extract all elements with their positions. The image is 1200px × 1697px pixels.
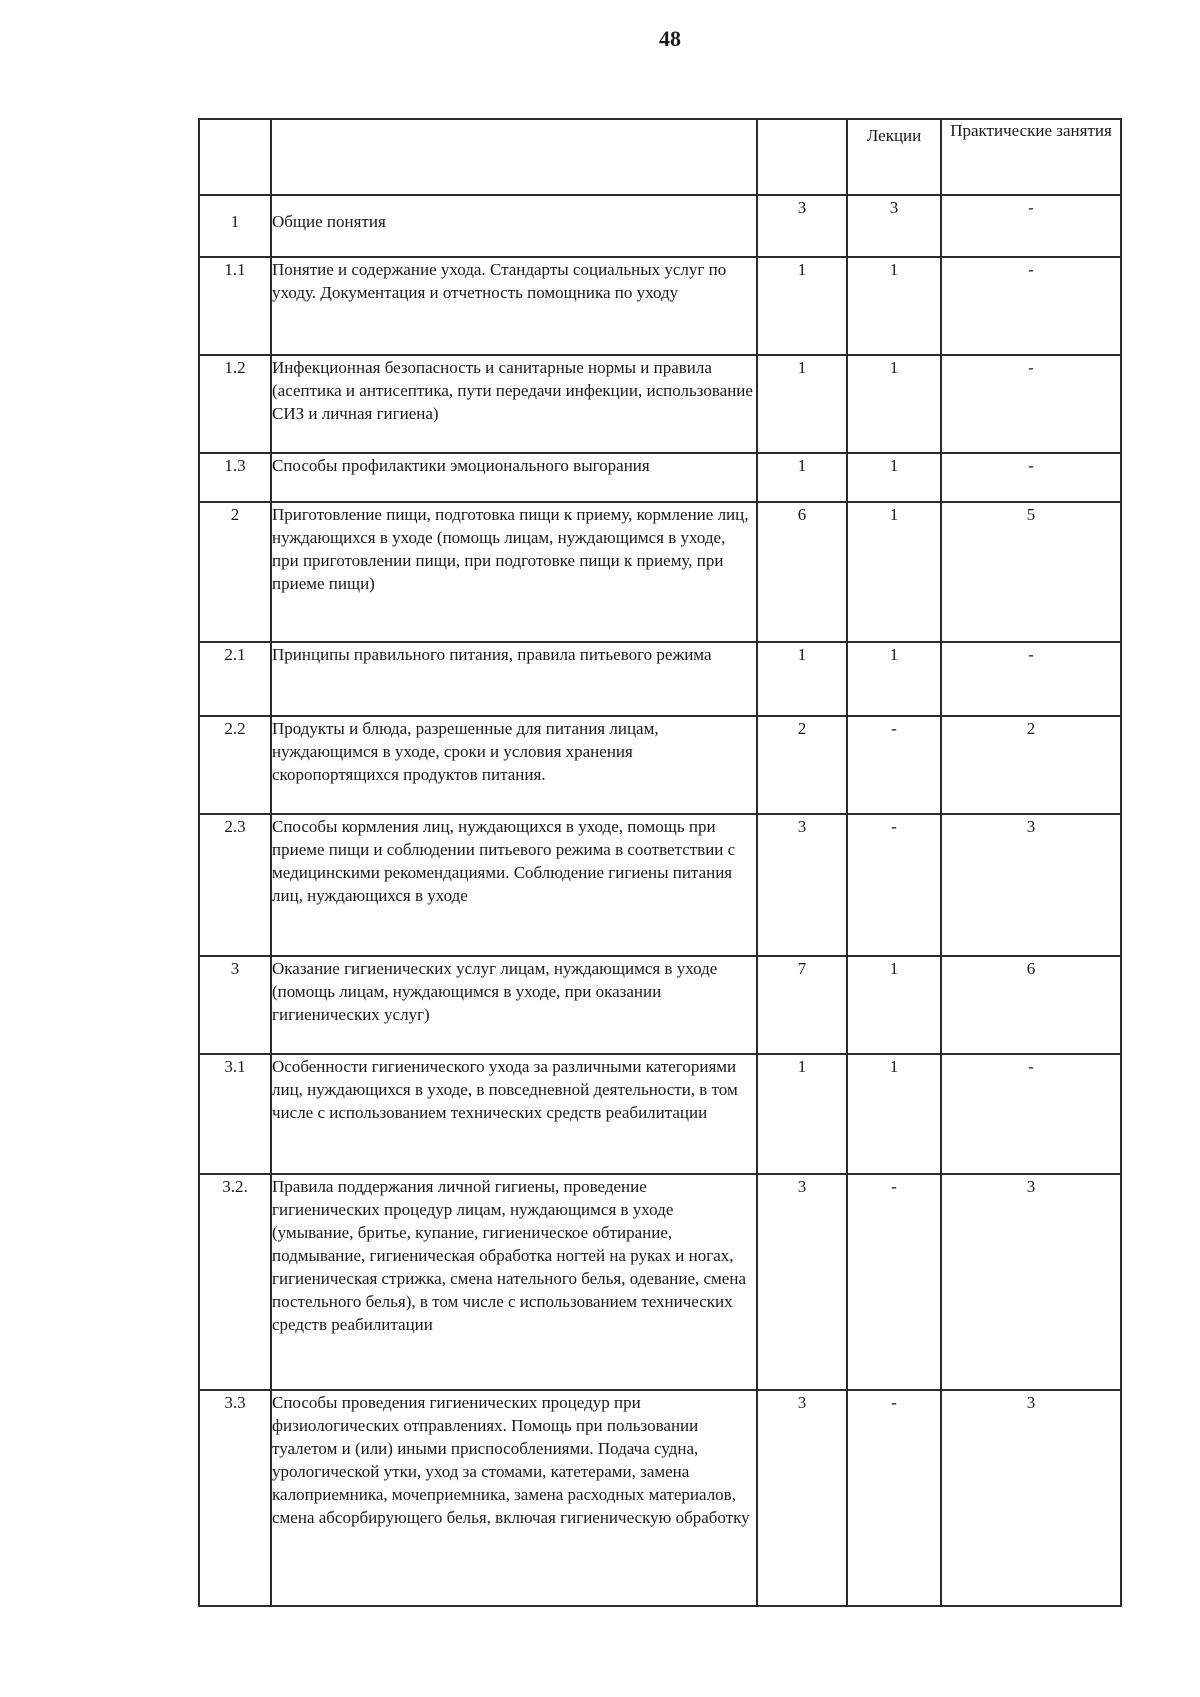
- row-practice-hours-cell: -: [941, 453, 1121, 502]
- row-total-hours-cell: 1: [757, 355, 847, 453]
- row-number-cell: 2: [199, 502, 271, 642]
- table-row: [199, 716, 1121, 814]
- row-number-cell: 2.3: [199, 814, 271, 956]
- row-number-cell: 1.2: [199, 355, 271, 453]
- header-practice-cell: Практические занятия: [941, 119, 1121, 195]
- table-row: [199, 453, 1121, 502]
- row-title-cell: Способы кормления лиц, нуждающихся в уходе, помощь при приеме пищи и соблюдении питьевого режима в соответствии с медицинскими рекомендациями. Соблюдение гигиены питания лиц, нуждающихся в уходе: [271, 814, 757, 956]
- row-practice-hours-cell: -: [941, 1054, 1121, 1174]
- row-practice-hours-cell: 6: [941, 956, 1121, 1054]
- row-number-cell: 3.3: [199, 1390, 271, 1606]
- row-title-cell: Оказание гигиенических услуг лицам, нуждающимся в уходе (помощь лицам, нуждающимся в уходе, при оказании гигиенических услуг): [271, 956, 757, 1054]
- row-title-cell: Особенности гигиенического ухода за различными категориями лиц, нуждающихся в уходе, в повседневной деятельности, в том числе с использованием технических средств реабилитации: [271, 1054, 757, 1174]
- table-row: [199, 195, 1121, 257]
- curriculum-table: [198, 118, 1122, 1607]
- row-lectures-hours-cell: -: [847, 814, 941, 956]
- header-title-cell: [271, 119, 757, 195]
- row-number-cell: 3.1: [199, 1054, 271, 1174]
- row-practice-hours-cell: 2: [941, 716, 1121, 814]
- table-row: [199, 642, 1121, 716]
- row-title-cell: Приготовление пищи, подготовка пищи к приему, кормление лиц, нуждающихся в уходе (помощь лицам, нуждающимся в уходе, при приготовлении пищи, при подготовке пищи к приему, при приеме пищи): [271, 502, 757, 642]
- row-title-cell: Понятие и содержание ухода. Стандарты социальных услуг по уходу. Документация и отчетность помощника по уходу: [271, 257, 757, 355]
- row-number-cell: 1.3: [199, 453, 271, 502]
- row-practice-hours-cell: 5: [941, 502, 1121, 642]
- table-row: [199, 257, 1121, 355]
- row-lectures-hours-cell: 1: [847, 355, 941, 453]
- row-practice-hours-cell: -: [941, 642, 1121, 716]
- row-number-cell: 1: [199, 195, 271, 257]
- header-total-cell: [757, 119, 847, 195]
- row-total-hours-cell: 3: [757, 1390, 847, 1606]
- row-lectures-hours-cell: -: [847, 1174, 941, 1390]
- row-total-hours-cell: 7: [757, 956, 847, 1054]
- row-total-hours-cell: 1: [757, 1054, 847, 1174]
- table-row: [199, 355, 1121, 453]
- table-row: [199, 956, 1121, 1054]
- row-lectures-hours-cell: -: [847, 1390, 941, 1606]
- row-practice-hours-cell: -: [941, 355, 1121, 453]
- row-lectures-hours-cell: 1: [847, 1054, 941, 1174]
- row-total-hours-cell: 2: [757, 716, 847, 814]
- row-title-cell: Способы профилактики эмоционального выгорания: [271, 453, 757, 502]
- row-lectures-hours-cell: 1: [847, 502, 941, 642]
- table-row: [199, 1054, 1121, 1174]
- row-number-cell: 1.1: [199, 257, 271, 355]
- row-title-cell: Способы проведения гигиенических процедур при физиологических отправлениях. Помощь при пользовании туалетом и (или) иными приспособлениями. Подача судна, урологической утки, уход за стомами, катетерами, замена калоприемника, мочеприемника, замена расходных материалов, смена абсорбирующего белья, включая гигиеническую обработку: [271, 1390, 757, 1606]
- row-title-cell: Инфекционная безопасность и санитарные нормы и правила (асептика и антисептика, пути передачи инфекции, использование СИЗ и личная гигиена): [271, 355, 757, 453]
- row-total-hours-cell: 1: [757, 642, 847, 716]
- row-number-cell: 2.1: [199, 642, 271, 716]
- row-title-cell: Общие понятия: [271, 195, 757, 257]
- row-number-cell: 2.2: [199, 716, 271, 814]
- table-header-row: [199, 119, 1121, 195]
- row-total-hours-cell: 3: [757, 814, 847, 956]
- row-practice-hours-cell: 3: [941, 814, 1121, 956]
- row-practice-hours-cell: -: [941, 195, 1121, 257]
- row-total-hours-cell: 1: [757, 453, 847, 502]
- row-practice-hours-cell: 3: [941, 1174, 1121, 1390]
- table-row: [199, 814, 1121, 956]
- row-practice-hours-cell: 3: [941, 1390, 1121, 1606]
- table-row: [199, 1390, 1121, 1606]
- row-title-cell: Принципы правильного питания, правила питьевого режима: [271, 642, 757, 716]
- row-lectures-hours-cell: 1: [847, 956, 941, 1054]
- row-lectures-hours-cell: 1: [847, 453, 941, 502]
- row-title-cell: Продукты и блюда, разрешенные для питания лицам, нуждающимся в уходе, сроки и условия хранения скоропортящихся продуктов питания.: [271, 716, 757, 814]
- row-lectures-hours-cell: -: [847, 716, 941, 814]
- row-number-cell: 3: [199, 956, 271, 1054]
- page-number: 48: [659, 26, 681, 51]
- row-lectures-hours-cell: 1: [847, 642, 941, 716]
- row-lectures-hours-cell: 3: [847, 195, 941, 257]
- row-total-hours-cell: 3: [757, 1174, 847, 1390]
- row-total-hours-cell: 1: [757, 257, 847, 355]
- row-lectures-hours-cell: 1: [847, 257, 941, 355]
- row-number-cell: 3.2.: [199, 1174, 271, 1390]
- header-lectures-cell: Лекции: [847, 119, 941, 195]
- header-num-cell: [199, 119, 271, 195]
- row-title-cell: Правила поддержания личной гигиены, проведение гигиенических процедур лицам, нуждающимся в уходе (умывание, бритье, купание, гигиеническое обтирание, подмывание, гигиеническая обработка ногтей на руках и ногах, гигиеническая стрижка, смена нательного белья, одевание, смена постельного белья), в том числе с использованием технических средств реабилитации: [271, 1174, 757, 1390]
- row-total-hours-cell: 6: [757, 502, 847, 642]
- row-total-hours-cell: 3: [757, 195, 847, 257]
- table-row: [199, 1174, 1121, 1390]
- row-practice-hours-cell: -: [941, 257, 1121, 355]
- table-row: [199, 502, 1121, 642]
